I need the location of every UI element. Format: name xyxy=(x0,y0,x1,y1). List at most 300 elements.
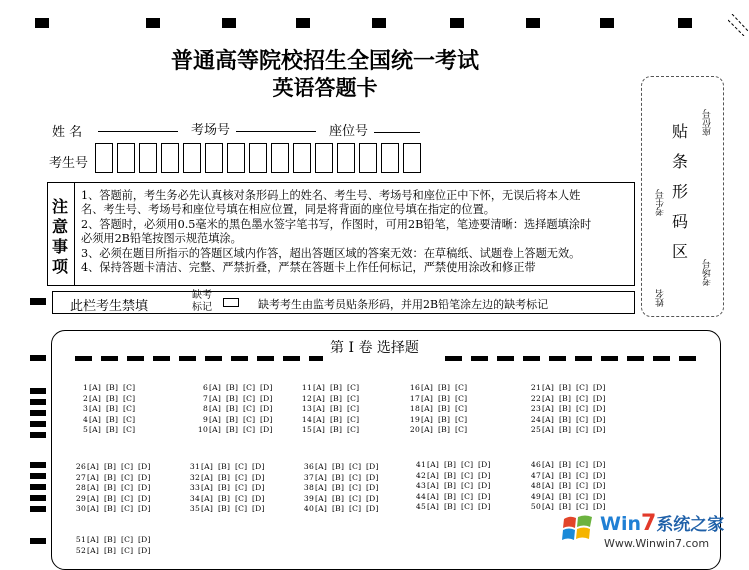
notice-line: 必须用2B铅笔按图示规范填涂。 xyxy=(81,232,242,246)
answer-bubble[interactable]: [B] xyxy=(559,460,572,469)
student-id-box[interactable] xyxy=(359,143,377,173)
student-id-box[interactable] xyxy=(271,143,289,173)
answer-bubble[interactable]: [B] xyxy=(226,393,239,403)
question-group xyxy=(72,535,155,556)
answer-bubble[interactable]: [C] xyxy=(123,425,136,434)
answer-bubble[interactable]: [B] xyxy=(106,393,119,403)
student-id-box[interactable] xyxy=(403,143,421,173)
question-row xyxy=(72,473,155,484)
answer-bubble[interactable]: [D] xyxy=(478,460,491,469)
answer-bubble[interactable]: [B] xyxy=(104,483,117,492)
answer-bubble[interactable]: [D] xyxy=(366,472,379,482)
answer-bubble[interactable]: [C] xyxy=(576,491,589,501)
question-row xyxy=(72,483,155,494)
question-number: 47 xyxy=(530,470,541,480)
question-row xyxy=(300,504,383,515)
answer-bubble[interactable]: [C] xyxy=(243,383,256,392)
question-row xyxy=(527,492,610,503)
answer-bubble[interactable]: [C] xyxy=(121,535,134,544)
answer-bubble[interactable]: [C] xyxy=(349,504,362,513)
barcode-sticker-area xyxy=(641,76,724,317)
question-group xyxy=(194,383,277,436)
answer-bubble[interactable]: [A] xyxy=(421,404,434,413)
absent-label-line: 缺考 xyxy=(192,290,212,301)
question-number: 35 xyxy=(189,504,200,513)
answer-bubble[interactable]: [B] xyxy=(226,414,239,424)
question-row xyxy=(300,494,383,505)
answer-bubble[interactable]: [A] xyxy=(201,462,214,471)
question-number: 38 xyxy=(303,483,314,492)
question-number: 10 xyxy=(197,425,208,434)
question-row xyxy=(72,462,155,473)
answer-bubble[interactable]: [B] xyxy=(444,491,457,501)
answer-bubble[interactable]: [C] xyxy=(347,383,360,392)
answer-bubble[interactable]: [B] xyxy=(218,504,231,513)
question-row xyxy=(74,425,140,436)
timing-mark xyxy=(146,18,160,28)
timing-mark xyxy=(30,484,46,490)
answer-bubble[interactable]: [C] xyxy=(121,483,134,492)
sticker-char: 形 xyxy=(672,182,689,201)
notice-line: 2、答题时，必须用0.5毫米的黑色墨水签字笔书写，作图时，可用2B铅笔，笔迹要清晰：选择题填涂时 xyxy=(81,217,592,231)
answer-bubble[interactable]: [B] xyxy=(218,462,231,471)
timing-mark xyxy=(526,18,540,28)
answer-bubble[interactable]: [A] xyxy=(87,535,100,544)
watermark-brand-b: 7 xyxy=(641,511,657,536)
answer-bubble[interactable]: [A] xyxy=(421,383,434,392)
answer-bubble[interactable]: [A] xyxy=(87,472,100,482)
answer-bubble[interactable]: [B] xyxy=(559,470,572,480)
answer-bubble[interactable]: [A] xyxy=(315,483,328,492)
notice-line: 4、保持答题卡清洁、完整、严禁折叠，严禁在答题卡上作任何标记，严禁使用涂改和修正带 xyxy=(81,261,536,275)
answer-bubble[interactable]: [D] xyxy=(593,470,606,480)
timing-mark xyxy=(296,18,310,28)
question-number: 52 xyxy=(75,545,86,555)
answer-bubble[interactable]: [C] xyxy=(349,483,362,492)
answer-bubble[interactable]: [D] xyxy=(252,462,265,471)
timing-mark xyxy=(30,506,46,512)
answer-bubble[interactable]: [C] xyxy=(349,493,362,503)
answer-bubble[interactable]: [C] xyxy=(576,470,589,480)
watermark-brand-c: 系统之家 xyxy=(656,515,725,535)
timing-mark xyxy=(30,410,46,416)
answer-bubble[interactable]: [B] xyxy=(104,472,117,482)
question-row xyxy=(186,473,269,484)
question-number: 25 xyxy=(530,425,541,434)
answer-bubble[interactable]: [A] xyxy=(542,470,555,480)
answer-bubble[interactable]: [A] xyxy=(87,462,100,471)
answer-bubble[interactable]: [B] xyxy=(330,414,343,424)
question-row xyxy=(406,425,472,436)
answer-bubble[interactable]: [C] xyxy=(235,462,248,471)
question-row xyxy=(412,460,495,471)
answer-bubble[interactable]: [D] xyxy=(478,491,491,501)
answer-bubble[interactable]: [C] xyxy=(235,483,248,492)
question-row xyxy=(527,471,610,482)
answer-bubble[interactable]: [C] xyxy=(576,460,589,469)
answer-bubble[interactable]: [D] xyxy=(593,502,606,511)
answer-bubble[interactable]: [D] xyxy=(260,383,273,392)
section-divider-left xyxy=(75,356,323,361)
answer-bubble[interactable]: [A] xyxy=(201,472,214,482)
answer-bubble[interactable]: [A] xyxy=(542,491,555,501)
question-number: 14 xyxy=(301,414,312,424)
answer-bubble[interactable]: [B] xyxy=(559,481,572,490)
answer-bubble[interactable]: [B] xyxy=(330,383,343,392)
answer-bubble[interactable]: [C] xyxy=(235,504,248,513)
answer-bubble[interactable]: [B] xyxy=(444,481,457,490)
answer-bubble[interactable]: [C] xyxy=(243,404,256,413)
answer-bubble[interactable]: [A] xyxy=(542,383,555,392)
answer-bubble[interactable]: [C] xyxy=(123,383,136,392)
student-id-box[interactable] xyxy=(161,143,179,173)
answer-bubble[interactable]: [A] xyxy=(89,393,102,403)
answer-bubble[interactable]: [C] xyxy=(347,425,360,434)
answer-bubble[interactable]: [D] xyxy=(366,504,379,513)
answer-bubble[interactable]: [C] xyxy=(455,404,468,413)
sticker-side-seat: 座位号 xyxy=(703,109,713,136)
answer-bubble[interactable]: [B] xyxy=(559,502,572,511)
answer-bubble[interactable]: [A] xyxy=(315,462,328,471)
name-field[interactable] xyxy=(98,119,178,132)
answer-bubble[interactable]: [D] xyxy=(252,483,265,492)
sticker-label xyxy=(672,117,692,267)
answer-bubble[interactable]: [D] xyxy=(366,462,379,471)
answer-bubble[interactable]: [C] xyxy=(461,481,474,490)
question-row xyxy=(186,462,269,473)
question-number: 11 xyxy=(301,383,312,392)
timing-mark xyxy=(600,18,614,28)
answer-bubble[interactable]: [C] xyxy=(576,502,589,511)
answer-bubble[interactable]: [A] xyxy=(542,481,555,490)
answer-bubble[interactable]: [B] xyxy=(106,404,119,413)
answer-bubble[interactable]: [D] xyxy=(593,481,606,490)
answer-bubble[interactable]: [A] xyxy=(427,460,440,469)
answer-bubble[interactable]: [C] xyxy=(576,383,589,392)
question-number: 20 xyxy=(409,425,420,434)
question-number: 22 xyxy=(530,393,541,403)
answer-bubble[interactable]: [A] xyxy=(89,383,102,392)
answer-bubble[interactable]: [A] xyxy=(209,404,222,413)
answer-bubble[interactable]: [B] xyxy=(332,483,345,492)
question-row xyxy=(300,483,383,494)
answer-bubble[interactable]: [B] xyxy=(438,383,451,392)
answer-bubble[interactable]: [B] xyxy=(226,383,239,392)
answer-bubble[interactable]: [D] xyxy=(366,483,379,492)
answer-bubble[interactable]: [C] xyxy=(576,404,589,413)
answer-bubble[interactable]: [D] xyxy=(138,462,151,471)
answer-bubble[interactable]: [B] xyxy=(444,460,457,469)
absent-label-line: 标记 xyxy=(192,302,212,313)
answer-bubble[interactable]: [A] xyxy=(427,481,440,490)
student-id-label: 考生号 xyxy=(49,156,89,171)
answer-bubble[interactable]: [A] xyxy=(542,414,555,424)
answer-bubble[interactable]: [A] xyxy=(201,483,214,492)
answer-bubble[interactable]: [B] xyxy=(559,404,572,413)
answer-bubble[interactable]: [C] xyxy=(455,414,468,424)
question-number: 31 xyxy=(189,462,200,471)
question-number: 15 xyxy=(301,425,312,434)
answer-bubble[interactable]: [A] xyxy=(209,414,222,424)
watermark xyxy=(560,509,749,559)
answer-bubble[interactable]: [C] xyxy=(576,425,589,434)
answer-bubble[interactable]: [B] xyxy=(438,393,451,403)
answer-bubble[interactable]: [B] xyxy=(559,383,572,392)
answer-bubble[interactable]: [D] xyxy=(138,472,151,482)
answer-bubble[interactable]: [B] xyxy=(226,425,239,434)
student-id-box[interactable] xyxy=(315,143,333,173)
answer-bubble[interactable]: [B] xyxy=(104,504,117,513)
answer-bubble[interactable]: [A] xyxy=(427,502,440,511)
answer-bubble[interactable]: [D] xyxy=(593,460,606,469)
answer-bubble[interactable]: [A] xyxy=(87,493,100,503)
answer-bubble[interactable]: [B] xyxy=(559,414,572,424)
timing-mark xyxy=(30,473,46,479)
answer-bubble[interactable]: [A] xyxy=(542,404,555,413)
student-id-box[interactable] xyxy=(117,143,135,173)
answer-bubble[interactable]: [A] xyxy=(315,493,328,503)
seat-field[interactable] xyxy=(374,120,420,133)
answer-bubble[interactable]: [B] xyxy=(218,472,231,482)
question-row xyxy=(406,415,472,426)
answer-bubble[interactable]: [C] xyxy=(121,462,134,471)
answer-bubble[interactable]: [A] xyxy=(542,502,555,511)
student-id-box[interactable] xyxy=(205,143,223,173)
answer-bubble[interactable]: [B] xyxy=(106,414,119,424)
answer-bubble[interactable]: [B] xyxy=(438,414,451,424)
question-group xyxy=(186,462,269,515)
answer-bubble[interactable]: [D] xyxy=(252,472,265,482)
question-number: 43 xyxy=(415,481,426,490)
answer-bubble[interactable]: [B] xyxy=(226,404,239,413)
answer-bubble[interactable]: [C] xyxy=(235,472,248,482)
seat-label: 座位号 xyxy=(329,124,369,139)
staff-only-label: 此栏考生禁填 xyxy=(70,299,149,314)
answer-bubble[interactable]: [A] xyxy=(542,425,555,434)
answer-bubble[interactable]: [B] xyxy=(104,535,117,544)
answer-bubble[interactable]: [C] xyxy=(455,393,468,403)
answer-bubble[interactable]: [C] xyxy=(349,472,362,482)
answer-bubble[interactable]: [B] xyxy=(218,483,231,492)
student-id-box[interactable] xyxy=(249,143,267,173)
question-number: 45 xyxy=(415,502,426,511)
answer-bubble[interactable]: [C] xyxy=(121,504,134,513)
answer-bubble[interactable]: [A] xyxy=(542,460,555,469)
answer-bubble[interactable]: [B] xyxy=(438,425,451,434)
answer-bubble[interactable]: [B] xyxy=(444,502,457,511)
question-group xyxy=(72,462,155,515)
answer-bubble[interactable]: [A] xyxy=(209,425,222,434)
sticker-char: 码 xyxy=(672,212,689,231)
answer-bubble[interactable]: [C] xyxy=(243,425,256,434)
answer-bubble[interactable]: [C] xyxy=(576,481,589,490)
answer-bubble[interactable]: [C] xyxy=(243,414,256,424)
answer-bubble[interactable]: [C] xyxy=(121,545,134,555)
answer-bubble[interactable]: [C] xyxy=(455,425,468,434)
student-id-box[interactable] xyxy=(183,143,201,173)
answer-bubble[interactable]: [B] xyxy=(444,470,457,480)
answer-bubble[interactable]: [D] xyxy=(252,504,265,513)
answer-bubble[interactable]: [D] xyxy=(260,425,273,434)
answer-bubble[interactable]: [B] xyxy=(332,493,345,503)
answer-bubble[interactable]: [A] xyxy=(427,491,440,501)
answer-bubble[interactable]: [A] xyxy=(209,383,222,392)
answer-bubble[interactable]: [D] xyxy=(593,414,606,424)
question-row xyxy=(527,394,610,405)
answer-bubble[interactable]: [A] xyxy=(89,414,102,424)
exam-room-field[interactable] xyxy=(236,119,316,132)
answer-bubble[interactable]: [C] xyxy=(121,472,134,482)
answer-bubble[interactable]: [D] xyxy=(478,502,491,511)
answer-bubble[interactable]: [D] xyxy=(366,493,379,503)
answer-bubble[interactable]: [C] xyxy=(461,502,474,511)
answer-bubble[interactable]: [A] xyxy=(313,404,326,413)
absent-checkbox[interactable] xyxy=(223,298,239,307)
answer-bubble[interactable]: [C] xyxy=(349,462,362,471)
question-number: 44 xyxy=(415,491,426,501)
answer-bubble[interactable]: [A] xyxy=(315,472,328,482)
answer-bubble[interactable]: [A] xyxy=(209,393,222,403)
answer-bubble[interactable]: [C] xyxy=(576,393,589,403)
question-row xyxy=(406,394,472,405)
question-number: 29 xyxy=(75,493,86,503)
question-row xyxy=(298,415,364,426)
answer-bubble[interactable]: [D] xyxy=(138,504,151,513)
question-row xyxy=(186,483,269,494)
answer-bubble[interactable]: [B] xyxy=(104,493,117,503)
answer-bubble[interactable]: [B] xyxy=(218,493,231,503)
answer-bubble[interactable]: [A] xyxy=(201,493,214,503)
answer-bubble[interactable]: [C] xyxy=(243,393,256,403)
answer-bubble[interactable]: [C] xyxy=(121,493,134,503)
answer-bubble[interactable]: [D] xyxy=(260,404,273,413)
answer-bubble[interactable]: [A] xyxy=(421,393,434,403)
answer-bubble[interactable]: [C] xyxy=(461,491,474,501)
answer-bubble[interactable]: [B] xyxy=(104,462,117,471)
answer-bubble[interactable]: [D] xyxy=(593,393,606,403)
answer-bubble[interactable]: [C] xyxy=(123,393,136,403)
answer-bubble[interactable]: [B] xyxy=(332,462,345,471)
answer-bubble[interactable]: [D] xyxy=(593,383,606,392)
answer-bubble[interactable]: [D] xyxy=(138,535,151,544)
absent-label xyxy=(192,290,212,314)
answer-bubble[interactable]: [A] xyxy=(87,483,100,492)
answer-bubble[interactable]: [D] xyxy=(138,483,151,492)
question-number: 5 xyxy=(82,425,88,434)
answer-bubble[interactable]: [A] xyxy=(542,393,555,403)
answer-bubble[interactable]: [C] xyxy=(123,414,136,424)
question-number: 21 xyxy=(530,383,541,392)
watermark-brand-a: Win xyxy=(600,513,641,535)
notice-line: 3、必须在题目所指示的答题区域内作答，超出答题区域的答案无效：在草稿纸、试题卷上答题无效。 xyxy=(81,246,581,260)
answer-bubble[interactable]: [A] xyxy=(421,425,434,434)
question-row xyxy=(300,462,383,473)
student-id-box[interactable] xyxy=(139,143,157,173)
answer-bubble[interactable]: [D] xyxy=(478,470,491,480)
question-number: 27 xyxy=(75,472,86,482)
answer-bubble[interactable]: [C] xyxy=(347,393,360,403)
answer-bubble[interactable]: [D] xyxy=(260,414,273,424)
student-id-box[interactable] xyxy=(293,143,311,173)
notice-text xyxy=(81,189,631,275)
timing-mark xyxy=(30,495,46,501)
answer-bubble[interactable]: [C] xyxy=(347,404,360,413)
answer-bubble[interactable]: [B] xyxy=(559,425,572,434)
answer-bubble[interactable]: [D] xyxy=(138,493,151,503)
answer-bubble[interactable]: [A] xyxy=(315,504,328,513)
answer-bubble[interactable]: [D] xyxy=(260,393,273,403)
answer-bubble[interactable]: [B] xyxy=(104,545,117,555)
timing-mark xyxy=(30,421,46,427)
answer-bubble[interactable]: [A] xyxy=(89,404,102,413)
question-number: 33 xyxy=(189,483,200,492)
answer-bubble[interactable]: [A] xyxy=(313,414,326,424)
student-id-box[interactable] xyxy=(381,143,399,173)
answer-bubble[interactable]: [A] xyxy=(89,425,102,434)
answer-bubble[interactable]: [A] xyxy=(87,545,100,555)
student-id-box[interactable] xyxy=(95,143,113,173)
answer-bubble[interactable]: [C] xyxy=(347,414,360,424)
answer-bubble[interactable]: [B] xyxy=(559,393,572,403)
answer-bubble[interactable]: [B] xyxy=(332,504,345,513)
answer-bubble[interactable]: [C] xyxy=(576,414,589,424)
question-number: 23 xyxy=(530,404,541,413)
answer-bubble[interactable]: [C] xyxy=(123,404,136,413)
answer-bubble[interactable]: [A] xyxy=(201,504,214,513)
question-row xyxy=(412,471,495,482)
question-row xyxy=(298,383,364,394)
answer-bubble[interactable]: [D] xyxy=(593,425,606,434)
question-row xyxy=(194,425,277,436)
answer-bubble[interactable]: [D] xyxy=(138,545,151,555)
question-number: 39 xyxy=(303,493,314,503)
answer-bubble[interactable]: [B] xyxy=(559,491,572,501)
answer-bubble[interactable]: [C] xyxy=(461,460,474,469)
answer-bubble[interactable]: [A] xyxy=(421,414,434,424)
answer-bubble[interactable]: [B] xyxy=(438,404,451,413)
question-row xyxy=(72,494,155,505)
answer-bubble[interactable]: [B] xyxy=(106,425,119,434)
question-number: 36 xyxy=(303,462,314,471)
answer-bubble[interactable]: [B] xyxy=(106,383,119,392)
answer-bubble[interactable]: [B] xyxy=(332,472,345,482)
answer-bubble[interactable]: [A] xyxy=(313,383,326,392)
question-row xyxy=(527,481,610,492)
answer-bubble[interactable]: [D] xyxy=(252,493,265,503)
answer-bubble[interactable]: [B] xyxy=(330,404,343,413)
answer-bubble[interactable]: [D] xyxy=(593,404,606,413)
answer-bubble[interactable]: [C] xyxy=(461,470,474,480)
question-row xyxy=(194,415,277,426)
answer-bubble[interactable]: [D] xyxy=(593,491,606,501)
name-label: 姓 名 xyxy=(52,125,83,140)
question-row xyxy=(298,425,364,436)
answer-bubble[interactable]: [B] xyxy=(330,425,343,434)
student-id-box[interactable] xyxy=(337,143,355,173)
student-id-box[interactable] xyxy=(227,143,245,173)
answer-bubble[interactable]: [A] xyxy=(87,504,100,513)
answer-bubble[interactable]: [A] xyxy=(313,393,326,403)
question-number: 13 xyxy=(301,404,312,413)
answer-bubble[interactable]: [D] xyxy=(478,481,491,490)
answer-bubble[interactable]: [A] xyxy=(427,470,440,480)
answer-bubble[interactable]: [C] xyxy=(235,493,248,503)
answer-bubble[interactable]: [A] xyxy=(313,425,326,434)
answer-bubble[interactable]: [C] xyxy=(455,383,468,392)
watermark-url: Www.Winwin7.com xyxy=(604,537,710,550)
question-row xyxy=(298,394,364,405)
answer-bubble[interactable]: [B] xyxy=(330,393,343,403)
